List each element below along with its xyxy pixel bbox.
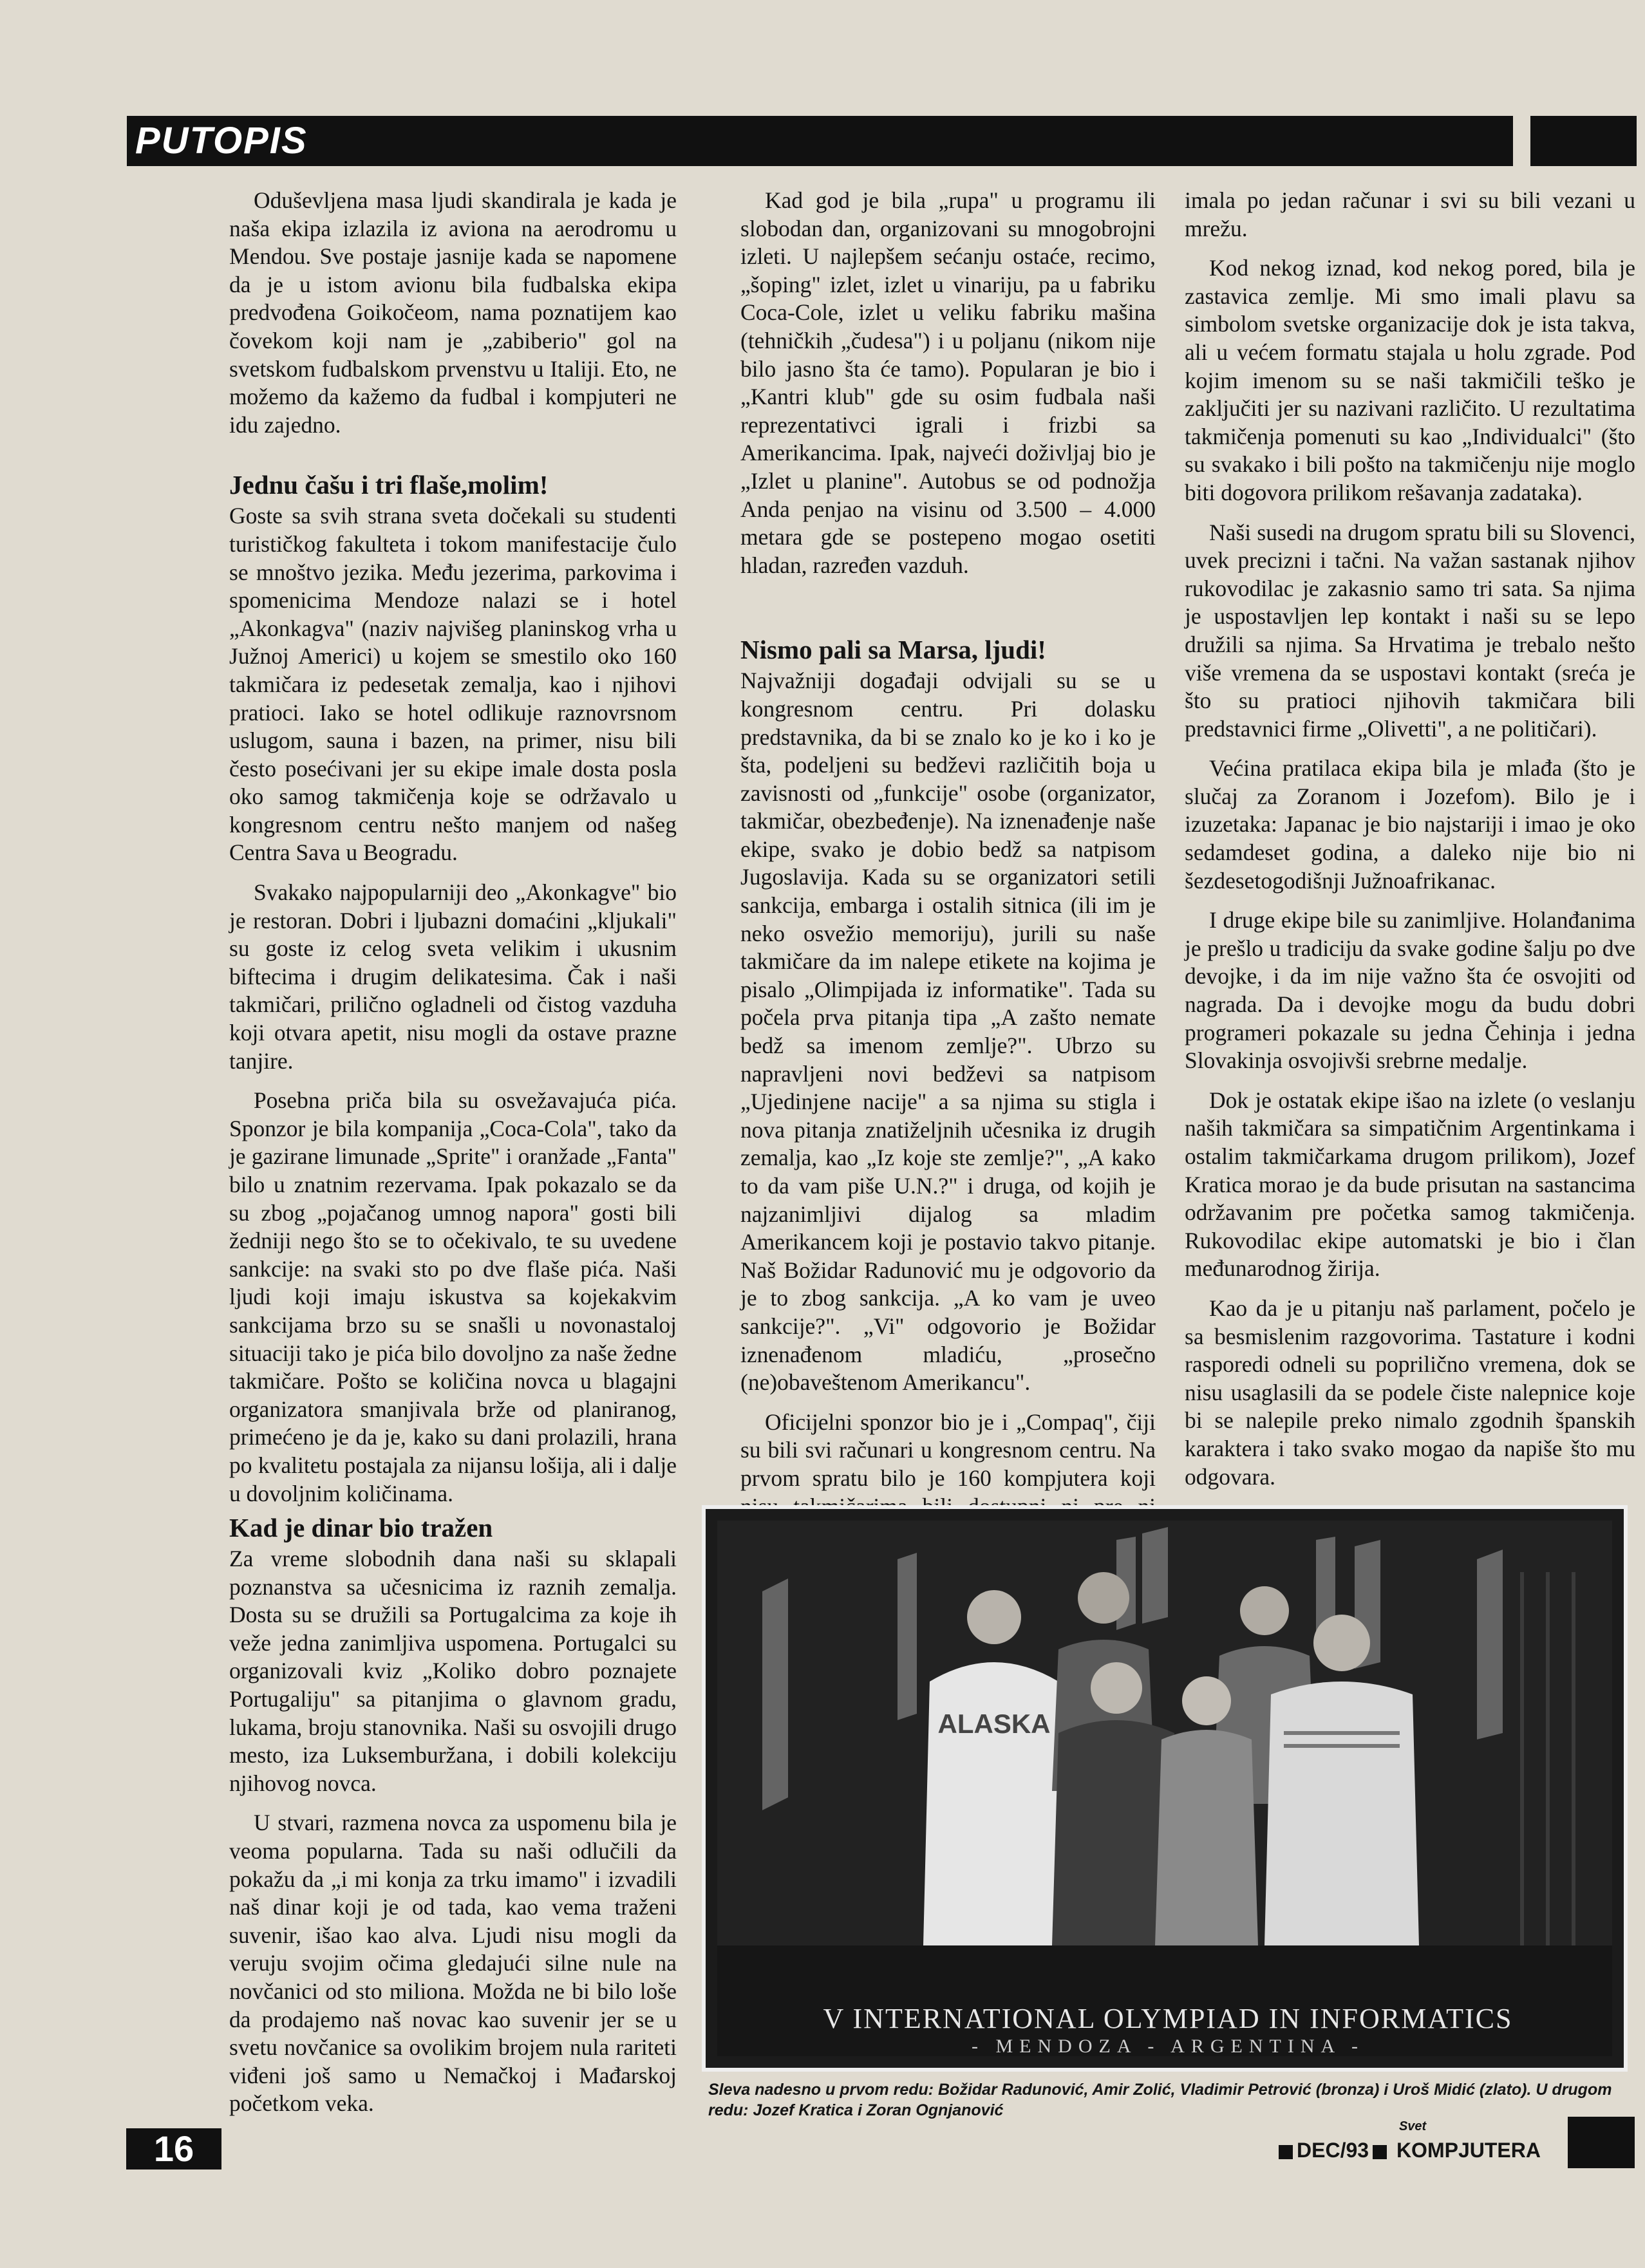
magazine-logo-small: Svet bbox=[1398, 2119, 1427, 2133]
paragraph: imala po jedan računar i svi su bili vezani u mrežu. bbox=[1185, 187, 1635, 241]
paragraph: Najvažniji događaji odvijali su se u kongresnom centru. Pri dolasku predstavnika, da bi se znalo ko je ko i ko je šta, podeljeni su bedževi različitih boja u zavisnosti od „funkcije" osobe (organizator, takmičar, obezbeđenje). Na iznenađenje naše ekipe, svako je dobio bedž sa natpisom Jugoslavija. Kada su se organizatori setili sankcija, embarga i ostalih sitnica (ili im je neko osvežio memoriju), jurili su naše takmičare da im nalepe etikete na kojima je pisalo „Olimpijada iz informatike". Tada su počela prva pitanja tipa „A zašto nemate bedž sa imenom zemlje?". Ubrzo su napravljeni novi bedževi sa natpisom „Ujedinjene nacije" a sa njima su stigla i nova pitanja znatiželjnih učesnika iz drugih zemalja, kao „Iz koje ste zemlje?", „A kako to da vam piše U.N.?" i druga, od kojih je najzanimljivi dijalog sa mladim Amerikancem koji je postavio takvo pitanje. Naš Božidar Radunović mu je odgovorio da je to zbog sankcija. „A ko vam je uveo sankcije?". „Vi" odgovorio je Božidar iznenađenom mladiću, „prosečno (ne)obaveštenom Amerikancu". bbox=[740, 668, 1156, 1396]
photo-banner-subtext: - MENDOZA - ARGENTINA - bbox=[972, 2036, 1364, 2056]
paragraph: Kao da je u pitanju naš parlament, počelo je sa besmislenim razgovorima. Tastature i kodni rasporedi odneli su poprilično vremena, dok se nisu usaglasili da se podele čiste nalepnice koje bi se nalepile preko nimalo zgodnih španskih karaktera i tako svako mogao da napiše što mu odgovara. bbox=[1185, 1295, 1635, 1490]
photo-caption: Sleva nadesno u prvom redu: Božidar Radunović, Amir Zolić, Vladimir Petrović (bronza) i Uroš Midić (zlato). U drugom redu: Jozef Kratica i Zoran Ognjanović bbox=[708, 2081, 1612, 2119]
page-number: 16 bbox=[126, 2128, 221, 2170]
column-1 bbox=[229, 187, 677, 1508]
square-icon bbox=[1279, 2145, 1293, 2159]
section-title: PUTOPIS bbox=[135, 120, 308, 162]
paragraph: Većina pratilaca ekipa bila je mlađa (što je slučaj za Zoranom i Jozefom). Bilo je i izuzetaka: Japanac je bio najstariji i imao je oko sedamdeset godina, a daleko nije bio ni šezdesetogodišnji Južnoafrikanac. bbox=[1185, 755, 1635, 894]
magazine-logo-main: KOMPJUTERA bbox=[1396, 2139, 1541, 2162]
photo-banner-text: V INTERNATIONAL OLYMPIAD IN INFORMATICS bbox=[823, 2003, 1513, 2034]
paragraph: Goste sa svih strana sveta dočekali su studenti turističkog fakulteta i tokom manifestacije čulo se mnoštvo jezika. Među jezerima, parkovima i spomenicima Mendoze nalazi se i hotel „Akonkagva" (naziv najvišeg planinskog vrha u Južnoj Americi) u kojem se smestilo oko 160 takmičara iz pedesetak zemalja, kao i njihovi pratioci. Iako se hotel odlikuje raznovrsnom uslugom, sauna i bazen, na primer, nisu bili često posećivani jer su ekipe imale dosta posla oko samog takmičenja koje se održavalo u kongresnom centru nešto manjem od našeg Centra Sava u Beogradu. bbox=[229, 503, 677, 866]
photo-image bbox=[717, 1521, 1612, 2056]
footer-issue bbox=[1275, 2119, 1541, 2166]
paragraph: Svakako najpopularniji deo „Akonkagve" bio je restoran. Dobri i ljubazni domaćini „kljukali" su goste iz celog sveta velikim i ukusnim biftecima i drugim delikatesima. Čak i naši takmičari, prilično ogladneli od čistog vazduha koji otvara apetit, nisu mogli da ostave prazne tanjire. bbox=[229, 879, 677, 1074]
paragraph: Kod nekog iznad, kod nekog pored, bila je zastavica zemlje. Mi smo imali plavu sa simbolom svetske organizacije dok je ista takva, ali u većem formatu stajala u holu zgrade. Pod kojim imenom su se naši takmičili teško je zaključiti jer su nazivani različito. U rezultatima takmičenja pomenuti su kao „Individualci" (što su svakako i bili pošto na takmičenju nije moglo biti dogovora prilikom rešavanja zadataka). bbox=[1185, 255, 1635, 505]
subheading: Jednu čašu i tri flaše,molim! bbox=[229, 470, 549, 500]
paragraph: Oduševljena masa ljudi skandirala je kada je naša ekipa izlazila iz aviona na aerodromu u Mendou. Sve postaje jasnije kada se napomene da je u istom avionu bila fudbalska ekipa predvođena Goikočeom, nama poznatijem kao čovekom koji nam je „zabiberio" gol na svetskom fudbalskom prvenstvu u Italiji. Eto, ne možemo da kažemo da fudbal i kompjuteri ne idu zajedno. bbox=[229, 187, 677, 438]
column-3 bbox=[1185, 187, 1635, 1491]
footer-corner-block bbox=[1568, 2117, 1635, 2168]
paragraph: Naši susedi na drugom spratu bili su Slovenci, uvek precizni i tačni. Na važan sastanak njihov rukovodilac je zakasnio samo tri sata. Sa njima je uspostavljen lep kontakt i naši su se lepo družili sa njima. Sa Hrvatima je trebalo nešto više vremena da se uspostavi kontakt (sreća je što su pratioci njihovih takmičara bili predstavnici firme „Olivetti", a ne političari). bbox=[1185, 519, 1635, 742]
paragraph: Dok je ostatak ekipe išao na izlete (o veslanju naših takmičara sa simpatičnim Argentinkama i ostalim takmičarkama drugom prilikom), Jozef Kratica morao je da bude prisutan na sastancima održavanim pre početka samog takmičenja. Rukovodilac ekipe automatski je bio i član međunarodnog žirija. bbox=[1185, 1087, 1635, 1282]
subheading: Nismo pali sa Marsa, ljudi! bbox=[740, 635, 1046, 665]
magazine-logo bbox=[1396, 2119, 1541, 2166]
header-corner-block bbox=[1530, 116, 1637, 166]
issue-label: DEC/93 bbox=[1297, 2139, 1369, 2162]
paragraph: U stvari, razmena novca za uspomenu bila je veoma popularna. Tada su naši odlučili da pokažu da „i mi konja za trku imamo" i izvadili naš dinar koji je od tada, kao vema traženi suvenir, išao kao alva. Ljudi nisu mogli da veruju svojim očima gledajući silne nule na novčanici od sto miliona. Možda ne bi bilo loše da prodajemo naš novac kao suvenir jer se u svetu novčanice sa ovolikim brojem nula rariteti viđeni još samo u Nemačkoj i Mađarskoj početkom veka. bbox=[229, 1810, 677, 2117]
section-header-bar bbox=[127, 116, 1513, 166]
photo-illustration bbox=[717, 1521, 1612, 2056]
paragraph: Posebna priča bila su osvežavajuća pića. Sponzor je bila kompanija „Coca-Cola", tako da je gazirane limunade „Sprite" i oranžade „Fanta" bilo u znatnim rezervama. Ipak pokazalo se da su zbog „pojačanog umnog napora" gosti bili žedniji nego što se to očekivalo, te su uvedene sankcije: na svaki sto po dve flaše pića. Naši ljudi koji imaju iskustva sa kojekakvim sankcijama brzo su se snašli u novonastaloj situaciji tako je pića bilo dovoljno za naše žedne takmičare. Pošto se količina novca u blagajni organizatora smanjivala brže od planiranog, primećeno je da je, kako su dani prolazili, hrana po kvalitetu postajala za nijansu lošija, ali i dalje u dovoljnim količinama. bbox=[229, 1087, 677, 1506]
column-1-lower bbox=[229, 1513, 677, 2118]
column-2 bbox=[740, 187, 1156, 1577]
paragraph: Za vreme slobodnih dana naši su sklapali poznanstva sa učesnicima iz raznih zemalja. Dosta su se družili sa Portugalcima za koje ih veže jedna zanimljiva uspomena. Portugalci su organizovali kviz „Koliko dobro poznajete Portugaliju" sa pitanjima o glavnom gradu, lukama, broju stanovnika. Naši su osvojili drugo mesto, iza Luksemburžana, i dobili kolekciju njihovog novca. bbox=[229, 1546, 677, 1796]
team-photo bbox=[702, 1505, 1628, 2072]
shirt-text: ALASKA bbox=[937, 1709, 1051, 1739]
paragraph: I druge ekipe bile su zanimljive. Holanđanima je prešlo u tradiciju da svake godine šalju po dve devojke, i da im nije važno šta će osvojiti od nagrada. Da i devojke mogu da budu dobri programeri pokazale su jedna Čehinja i jedna Slovakinja osvojivši srebrne medalje. bbox=[1185, 907, 1635, 1074]
square-icon bbox=[1373, 2145, 1387, 2159]
paragraph: Kad god je bila „rupa" u programu ili slobodan dan, organizovani su mnogobrojni izleti. U najlepšem sećanju ostaće, recimo, „šoping" izlet, izlet u vinariju, pa u fabriku Coca-Cole, izlet u veliku fabriku mašina (tehničkih „čudesa") i u poljanu (nikom nije bilo jasno šta će tamo). Popularan je bio i „Kantri klub" gde su osim fudbala naši reprezentativci igrali i frizbi sa Amerikancima. Ipak, najveći doživljaj bio je „Izlet u planine". Autobus se od podnožja Anda penjao na visinu od 3.500 – 4.000 metara gde se postepeno mogao osetiti hladan, razređen vazduh. bbox=[740, 187, 1156, 578]
subheading: Kad je dinar bio tražen bbox=[229, 1513, 493, 1542]
paragraph: Oficijelni sponzor bio je i „Compaq", čiji su bili svi računari u kongresnom centru. Na prvom spratu bilo je 160 kompjutera koji bbox=[740, 1409, 1156, 1491]
